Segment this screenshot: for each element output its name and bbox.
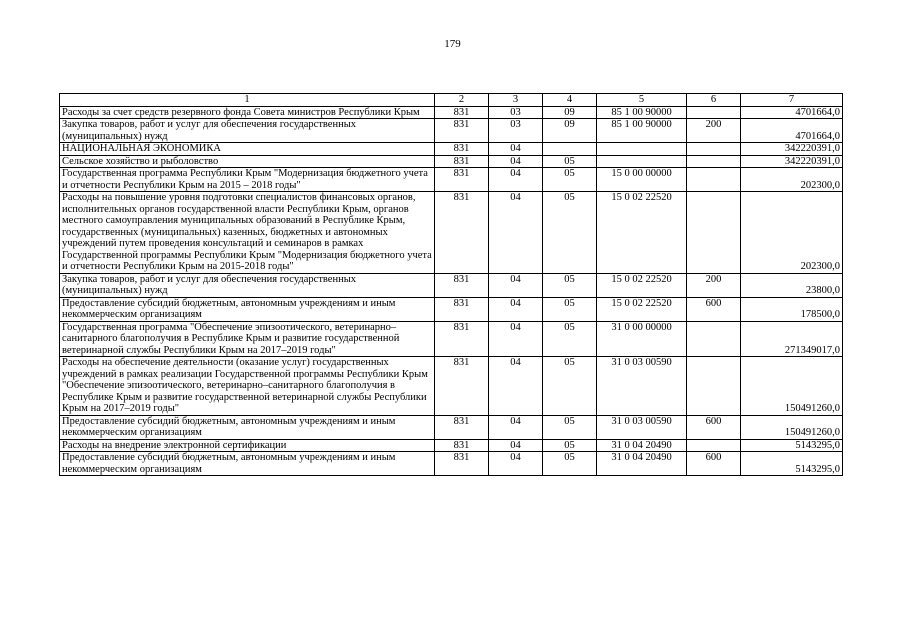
amount-cell: 202300,0 [741,192,843,274]
expense-type-cell [687,439,741,452]
chapter-code-cell: 831 [435,439,489,452]
chapter-code-cell: 831 [435,297,489,321]
amount-cell: 5143295,0 [741,452,843,476]
chapter-code-cell: 831 [435,168,489,192]
chapter-code-cell: 831 [435,119,489,143]
target-article-cell [597,143,687,156]
expense-type-cell [687,143,741,156]
chapter-code-cell: 831 [435,415,489,439]
expense-type-cell [687,192,741,274]
expense-type-cell [687,106,741,119]
expense-name-cell: НАЦИОНАЛЬНАЯ ЭКОНОМИКА [60,143,435,156]
page-number: 179 [444,38,461,50]
expense-name-cell: Предоставление субсидий бюджетным, автономным учреждениям и иным некоммерческим организациям [60,415,435,439]
table-row [60,321,843,357]
table-row [60,357,843,416]
amount-cell: 342220391,0 [741,143,843,156]
target-article-cell: 15 0 02 22520 [597,297,687,321]
section-code-cell: 04 [489,357,543,416]
expense-type-cell [687,168,741,192]
section-code-cell: 04 [489,439,543,452]
target-article-cell: 31 0 00 00000 [597,321,687,357]
column-header: 2 [435,94,489,107]
column-header: 7 [741,94,843,107]
chapter-code-cell: 831 [435,452,489,476]
target-article-cell: 15 0 02 22520 [597,273,687,297]
section-code-cell: 04 [489,297,543,321]
chapter-code-cell: 831 [435,106,489,119]
expense-type-cell: 600 [687,415,741,439]
expense-type-cell: 200 [687,273,741,297]
expense-name-cell: Расходы на внедрение электронной сертификации [60,439,435,452]
subsection-code-cell: 09 [543,119,597,143]
section-code-cell: 04 [489,273,543,297]
section-code-cell: 04 [489,192,543,274]
subsection-code-cell: 05 [543,273,597,297]
target-article-cell: 31 0 04 20490 [597,452,687,476]
expense-type-cell: 600 [687,297,741,321]
subsection-code-cell: 05 [543,192,597,274]
expense-name-cell: Государственная программа "Обеспечение эпизоотического, ветеринарно–санитарного благополучия в Республике Крым и развитие государственной ветеринарной службы Республики Крым на 2017–2019 годы" [60,321,435,357]
subsection-code-cell: 05 [543,321,597,357]
column-header: 1 [60,94,435,107]
table-row [60,192,843,274]
subsection-code-cell: 05 [543,168,597,192]
subsection-code-cell: 09 [543,106,597,119]
expense-type-cell [687,155,741,168]
subsection-code-cell: 05 [543,415,597,439]
section-code-cell: 04 [489,143,543,156]
chapter-code-cell: 831 [435,321,489,357]
target-article-cell: 85 1 00 90000 [597,119,687,143]
amount-cell: 342220391,0 [741,155,843,168]
target-article-cell: 15 0 00 00000 [597,168,687,192]
section-code-cell: 04 [489,321,543,357]
table-row [60,297,843,321]
chapter-code-cell: 831 [435,155,489,168]
expense-type-cell [687,357,741,416]
subsection-code-cell: 05 [543,439,597,452]
target-article-cell: 85 1 00 90000 [597,106,687,119]
expense-name-cell: Государственная программа Республики Крым "Модернизация бюджетного учета и отчетности Республики Крым на 2015 – 2018 годы" [60,168,435,192]
expense-name-cell: Предоставление субсидий бюджетным, автономным учреждениям и иным некоммерческим организациям [60,452,435,476]
chapter-code-cell: 831 [435,143,489,156]
expense-name-cell: Расходы за счет средств резервного фонда Совета министров Республики Крым [60,106,435,119]
amount-cell: 4701664,0 [741,106,843,119]
amount-cell: 5143295,0 [741,439,843,452]
table-row [60,119,843,143]
table-row [60,415,843,439]
subsection-code-cell: 05 [543,452,597,476]
section-code-cell: 03 [489,119,543,143]
subsection-code-cell: 05 [543,357,597,416]
column-header: 3 [489,94,543,107]
expense-name-cell: Закупка товаров, работ и услуг для обеспечения государственных (муниципальных) нужд [60,273,435,297]
table-row [60,168,843,192]
expense-type-cell: 600 [687,452,741,476]
section-code-cell: 03 [489,106,543,119]
expense-name-cell: Закупка товаров, работ и услуг для обеспечения государственных (муниципальных) нужд [60,119,435,143]
column-header: 6 [687,94,741,107]
budget-table [59,93,843,476]
section-code-cell: 04 [489,168,543,192]
expense-name-cell: Предоставление субсидий бюджетным, автономным учреждениям и иным некоммерческим организациям [60,297,435,321]
expense-name-cell: Сельское хозяйство и рыболовство [60,155,435,168]
subsection-code-cell [543,143,597,156]
column-header: 5 [597,94,687,107]
expense-name-cell: Расходы на обеспечение деятельности (оказание услуг) государственных учреждений в рамках реализации Государственной программы Республики Крым "Обеспечение эпизоотического, ветеринарно–санитарного благополучия в Республике Крым и развитие государственной ветеринарной службы Республики Крым на 2017–2019 годы" [60,357,435,416]
table-row [60,155,843,168]
subsection-code-cell: 05 [543,297,597,321]
amount-cell: 202300,0 [741,168,843,192]
table-row [60,143,843,156]
chapter-code-cell: 831 [435,357,489,416]
section-code-cell: 04 [489,415,543,439]
amount-cell: 150491260,0 [741,415,843,439]
chapter-code-cell: 831 [435,192,489,274]
target-article-cell: 31 0 04 20490 [597,439,687,452]
target-article-cell: 31 0 03 00590 [597,357,687,416]
amount-cell: 4701664,0 [741,119,843,143]
column-header: 4 [543,94,597,107]
table-row [60,439,843,452]
table-header-row [60,94,843,107]
table-row [60,273,843,297]
amount-cell: 271349017,0 [741,321,843,357]
subsection-code-cell: 05 [543,155,597,168]
amount-cell: 23800,0 [741,273,843,297]
target-article-cell: 15 0 02 22520 [597,192,687,274]
expense-name-cell: Расходы на повышение уровня подготовки специалистов финансовых органов, исполнительных органов государственной власти Республики Крым, органов местного самоуправления муниципальных образований в Республике Крым, государственных (муниципальных) казенных, бюджетных и автономных учреждений путем проведения консультаций и семинаров в рамках Государственной программы Республики Крым "Модернизация бюджетного учета и отчетности Республики Крым на 2015-2018 годы" [60,192,435,274]
chapter-code-cell: 831 [435,273,489,297]
amount-cell: 150491260,0 [741,357,843,416]
section-code-cell: 04 [489,452,543,476]
table-row [60,106,843,119]
expense-type-cell [687,321,741,357]
section-code-cell: 04 [489,155,543,168]
target-article-cell: 31 0 03 00590 [597,415,687,439]
target-article-cell [597,155,687,168]
table-row [60,452,843,476]
expense-type-cell: 200 [687,119,741,143]
amount-cell: 178500,0 [741,297,843,321]
